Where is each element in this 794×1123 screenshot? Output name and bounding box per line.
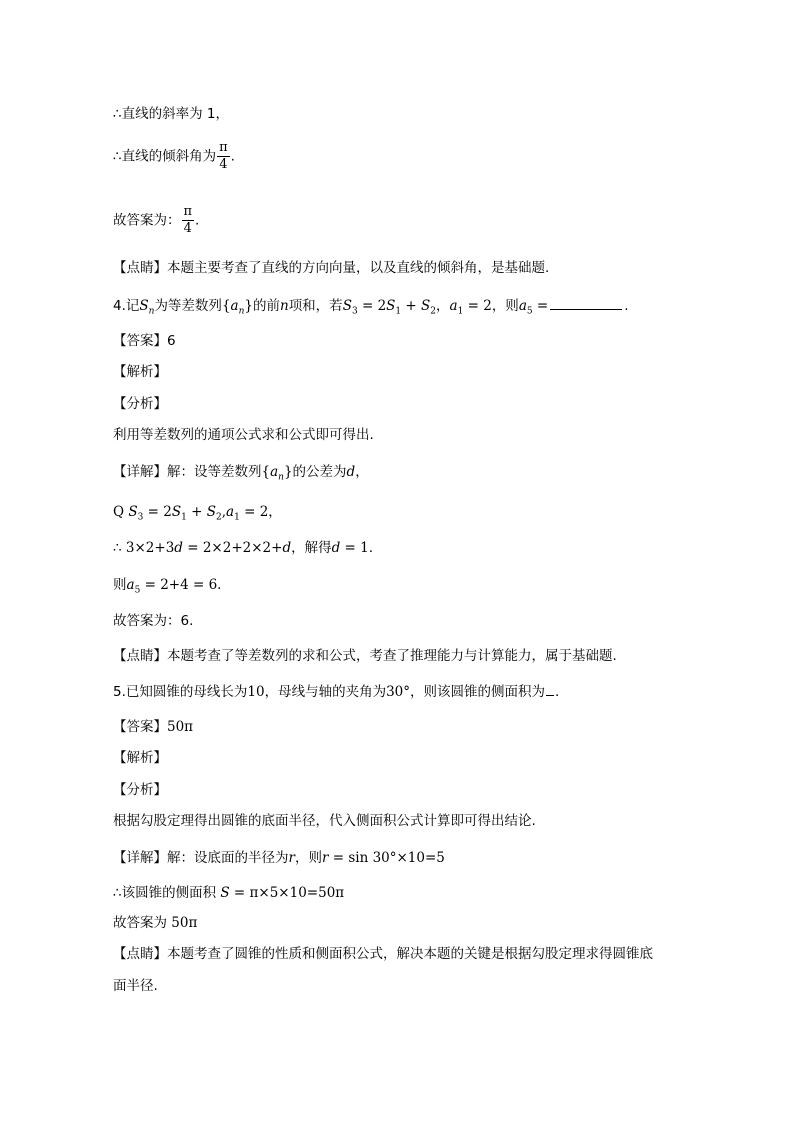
line-angle: ∴直线的倾斜角为 $\frac{\pi}{4}$ . [113,140,235,172]
note-1: 【点睛】本题主要考查了直线的方向向量，以及直线的倾斜角，是基础题. [113,260,550,276]
question-4: 4.记$S_n$为等差数列$\{a_n\}$的前n项和，若$S_3 = 2S_1 + S_2$，$a_1 = 2$，则$a_5$ = . [113,295,629,322]
answer-blank [550,295,622,310]
fenxi-label-4: 【分析】 [113,396,167,412]
question-5: 5.已知圆锥的母线长为10，母线与轴的夹角为30°，则该圆锥的侧面积为 . [113,684,560,700]
fenxi-label-5: 【分析】 [113,782,167,798]
answer-4: 【答案】6 [113,333,176,349]
fraction-pi-over-4-answer: $\frac{\pi}{4}$ [183,204,193,236]
line-answer-1: 故答案为： $\frac{\pi}{4}$ . [113,204,200,236]
answer-5: 【答案】50π [113,719,194,735]
equation-result: 则$a_5 = 2+4 = 6$. [113,577,222,596]
note-5-line-2: 面半径. [113,978,158,994]
line-angle-text: ∴直线的倾斜角为 [113,148,217,165]
analysis-4: 利用等差数列的通项公式求和公式即可得出. [113,427,374,443]
fraction-pi-over-4: $\frac{\pi}{4}$ [219,140,228,172]
analysis-5: 根据勾股定理得出圆锥的底面半径，代入侧面积公式计算即可得出结论. [113,813,536,829]
line-slope: ∴直线的斜率为 1， [113,106,229,122]
answer-summary-4: 故答案为：6. [113,613,194,629]
jiexi-label-5: 【解析】 [113,750,167,766]
answer-summary-5: 故答案为 50π [113,915,198,931]
detail-4: 【详解】解：设等差数列$\{a_n\}$的公差为d， [113,464,369,483]
equation-solve: ∴ 3×2+3d = 2×2+2×2+d，解得d = 1. [113,540,374,556]
detail-5: 【详解】解：设底面的半径为r，则r = sin 30°×10=5 [113,850,445,866]
note-5-line-1: 【点睛】本题考查了圆锥的性质和侧面积公式，解决本题的关键是根据勾股定理求得圆锥底 [113,946,653,962]
equation-given: Q $S_3 = 2S_1 + S_2,a_1 = 2$， [113,504,282,523]
jiexi-label-4: 【解析】 [113,364,167,380]
note-4: 【点睛】本题考查了等差数列的求和公式，考查了推理能力与计算能力，属于基础题. [113,648,617,664]
answer-blank-5 [546,683,554,696]
lateral-area: ∴该圆锥的侧面积 S = π×5×10=50π [113,885,345,901]
